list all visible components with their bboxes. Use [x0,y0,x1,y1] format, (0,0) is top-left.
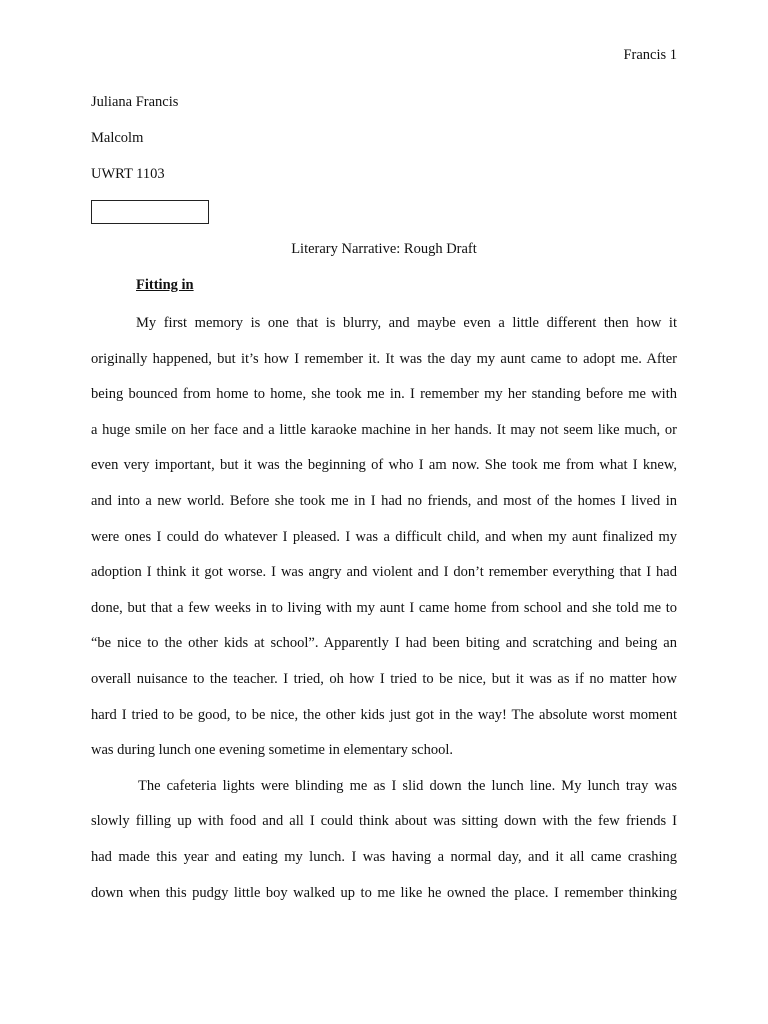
instructor-name: Malcolm [91,130,144,146]
paragraph-line: and into a new world. Before she took me in I had no friends, and most of the homes I lived in [91,492,677,509]
paragraph-line: was during lunch one evening sometime in elementary school. [91,742,454,759]
paragraph-line: even very important, but it was the beginning of who I am now. She took me from what I knew, [91,457,677,474]
paragraph-line: The cafeteria lights were blinding me as I slid down the lunch line. My lunch tray was [138,777,677,794]
paragraph-line: a huge smile on her face and a little karaoke machine in her hands. It may not seem like much, or [91,421,677,438]
paragraph-line: adoption I think it got worse. I was angry and violent and I don’t remember everything that I had [91,564,677,581]
paragraph-line: overall nuisance to the teacher. I tried, oh how I tried to be nice, but it was as if no matter how [91,670,677,687]
running-head: Francis 1 [623,47,677,63]
paragraph-line: were ones I could do whatever I pleased. I was a difficult child, and when my aunt finalized my [91,528,677,545]
section-heading: Fitting in [136,277,194,293]
body-text [91,313,677,918]
paragraph-line: hard I tried to be good, to be nice, the other kids just got in the way! The absolute worst moment [91,706,677,723]
paragraph-line: had made this year and eating my lunch. I was having a normal day, and it all came crashing [91,848,677,865]
course-code: UWRT 1103 [91,166,165,182]
student-name: Juliana Francis [91,94,179,110]
paragraph-line: “be nice to the other kids at school”. Apparently I had been biting and scratching and being an [91,635,677,652]
document-title: Literary Narrative: Rough Draft [291,241,477,257]
paragraph-line: done, but that a few weeks in to living with my aunt I came home from school and she told me to [91,599,677,616]
paragraph-line: being bounced from home to home, she took me in. I remember my her standing before me with [91,386,677,403]
paragraph-line: slowly filling up with food and all I could think about was sitting down with the few friends I [91,813,677,830]
empty-text-box [91,200,209,224]
paragraph-line: down when this pudgy little boy walked up to me like he owned the place. I remember thinking [91,884,677,901]
paragraph-line: My first memory is one that is blurry, and maybe even a little different then how it [136,315,677,331]
paragraph-line: originally happened, but it’s how I remember it. It was the day my aunt came to adopt me. After [91,350,677,367]
